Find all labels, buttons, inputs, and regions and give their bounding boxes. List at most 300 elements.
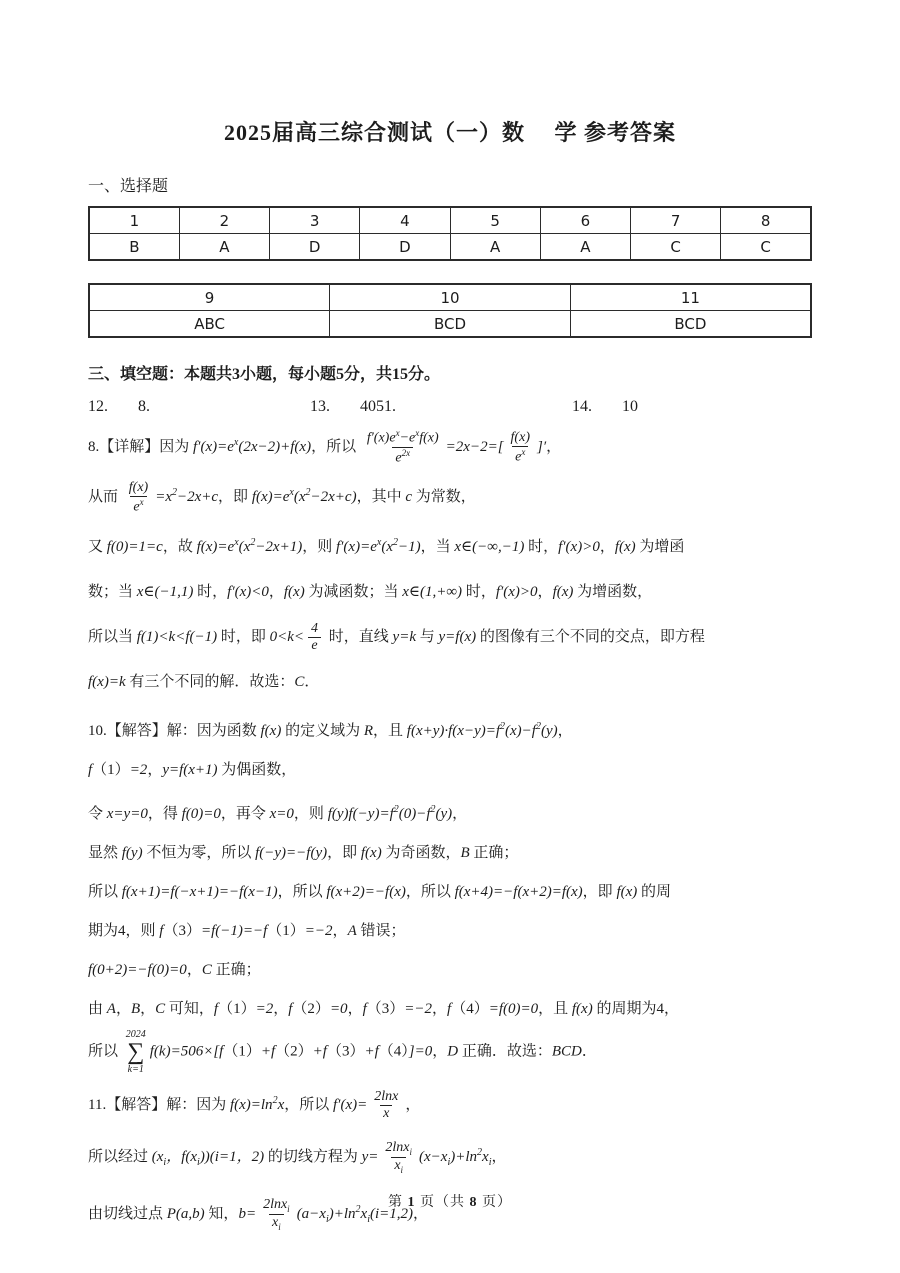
- text: 时，: [462, 584, 496, 600]
- math-text: C: [155, 1001, 166, 1017]
- superscript: 2: [477, 1147, 483, 1158]
- math-text: f(x)=e: [196, 539, 235, 555]
- text: 的图像有三个不同的交点，即方程: [476, 629, 705, 645]
- math-text: −1): [397, 539, 421, 555]
- text: ，故: [162, 539, 197, 555]
- superscript: x: [139, 496, 144, 507]
- text: 页）: [477, 1195, 512, 1210]
- solution-line: [88, 570, 812, 615]
- text: ，即: [327, 845, 361, 861]
- math-text: f(y)f(−y)=f: [327, 806, 394, 822]
- text: 所以当: [88, 629, 137, 645]
- text: 所以: [88, 884, 122, 900]
- fraction: [126, 480, 151, 516]
- text: ，: [186, 962, 202, 978]
- math-text: D: [447, 1043, 459, 1060]
- text: ，则: [293, 806, 328, 822]
- math-text: =f(−1)=−f: [200, 923, 268, 939]
- superscript: 2: [430, 804, 436, 815]
- fill-in-answers-row: [88, 396, 812, 418]
- text: ，: [273, 1001, 289, 1017]
- table-cell: 4: [360, 207, 450, 234]
- text: 由: [88, 1001, 107, 1017]
- solution-line: [88, 751, 812, 790]
- math-text: ))(i=1，2): [199, 1149, 265, 1165]
- text: 第: [388, 1195, 408, 1210]
- math-text: =2: [129, 762, 148, 778]
- math-text: b=: [238, 1206, 257, 1222]
- math-text: f(x): [616, 884, 638, 900]
- table-cell: A: [450, 234, 540, 261]
- solution-line: [88, 834, 812, 873]
- fraction: [308, 621, 321, 654]
- blank-number: 14.: [572, 398, 592, 415]
- text: ，再令: [220, 806, 270, 822]
- text: ．: [581, 1043, 597, 1060]
- text: ．: [304, 674, 320, 690]
- text: 的定义域为: [281, 723, 364, 739]
- math-text: f(x): [571, 1001, 593, 1017]
- table-header-row: [89, 284, 811, 311]
- page-title: 2025届高三综合测试（一）数 学 参考答案: [223, 120, 676, 145]
- table-cell: 8: [721, 207, 811, 234]
- subscript: i: [287, 1203, 290, 1214]
- math-text: (x: [381, 539, 393, 555]
- text: 时，即: [217, 629, 270, 645]
- superscript: x: [234, 537, 239, 548]
- math-text: C: [201, 962, 212, 978]
- text: （3）: [326, 1043, 365, 1060]
- text: ，: [452, 806, 468, 822]
- text: 错误；: [356, 923, 406, 939]
- math-text: =x: [155, 489, 172, 505]
- text: 可知，: [165, 1001, 214, 1017]
- text: 为增函: [635, 539, 685, 555]
- math-text: (a−x: [296, 1206, 326, 1222]
- math-text: f′(x)>0: [558, 539, 600, 555]
- math-text: f′(x)>0: [495, 584, 538, 600]
- math-text: (x)−f: [505, 723, 536, 739]
- math-text: f(x): [128, 479, 149, 495]
- text: ，则: [302, 539, 336, 555]
- math-text: x=0: [269, 806, 294, 822]
- math-text: f(x): [283, 584, 305, 600]
- math-text: (2x−2)+f(x): [238, 439, 312, 455]
- text: ，: [413, 1206, 429, 1222]
- math-text: )+ln: [328, 1206, 356, 1222]
- math-text: x: [482, 1149, 489, 1165]
- math-text: f(y): [121, 845, 143, 861]
- math-text: f(x)=ln: [229, 1097, 273, 1113]
- superscript: x: [415, 428, 420, 439]
- text: ，: [347, 1001, 363, 1017]
- text: 为增函数，: [573, 584, 653, 600]
- text: 所以: [88, 1043, 122, 1060]
- text: 与: [415, 629, 439, 645]
- blank-answer: 10: [622, 398, 638, 415]
- text: 正确．故选：: [458, 1043, 552, 1060]
- table-cell: 7: [631, 207, 721, 234]
- math-text: P(a,b): [166, 1206, 205, 1222]
- solution-line: [88, 990, 812, 1029]
- math-text: e: [395, 450, 402, 466]
- superscript: x: [395, 428, 400, 439]
- math-text: 4: [311, 620, 319, 636]
- text: 从而: [88, 489, 122, 505]
- table-cell: D: [360, 234, 450, 261]
- math-text: f(1)<k<f(−1): [136, 629, 218, 645]
- math-text: f(x)=k: [88, 674, 126, 690]
- math-text: BCD: [551, 1043, 582, 1060]
- text: 页（共: [415, 1195, 470, 1210]
- text: ，: [557, 723, 573, 739]
- math-text: R: [363, 723, 374, 739]
- text: 又: [88, 539, 107, 555]
- text: （2）: [275, 1043, 313, 1060]
- table-cell: 3: [270, 207, 360, 234]
- math-text: f(x+1)=f(−x+1)=−f(x−1): [121, 884, 278, 900]
- subscript: i: [488, 1157, 492, 1168]
- math-text: f(k)=506×[f: [149, 1043, 224, 1060]
- fraction: [508, 430, 533, 466]
- text: 为奇函数，: [381, 845, 461, 861]
- superscript: 2: [305, 487, 311, 498]
- text: 时，: [193, 584, 228, 600]
- solution-line: [88, 1077, 812, 1129]
- math-text: x∈(−1,1): [136, 584, 194, 600]
- math-text: f′(x)=: [333, 1097, 368, 1113]
- math-text: =f(0)=0: [488, 1001, 539, 1017]
- table-cell: BCD: [570, 311, 811, 338]
- math-text: f′(x)<0: [227, 584, 269, 600]
- math-text: C: [294, 674, 305, 690]
- summation-symbol: 2024 ∑ k=1: [125, 1029, 146, 1075]
- math-text: f(x): [360, 845, 382, 861]
- text: 11.【解答】解：因为: [88, 1097, 230, 1113]
- math-text: =−2: [404, 1001, 433, 1017]
- math-text: f: [362, 1001, 367, 1017]
- math-text: =−2: [304, 923, 333, 939]
- text: ，: [115, 1001, 131, 1017]
- subscript: i: [447, 1157, 451, 1168]
- math-text: f(x): [552, 584, 574, 600]
- math-text: +f: [312, 1043, 327, 1060]
- math-text: B: [460, 845, 470, 861]
- table-cell: A: [179, 234, 269, 261]
- math-text: f′(x)e: [366, 430, 396, 446]
- text: 知，: [204, 1206, 239, 1222]
- subscript: i: [325, 1214, 329, 1225]
- text: ，即: [218, 489, 252, 505]
- math-text: x: [360, 1206, 368, 1222]
- math-text: −2x+c): [310, 489, 357, 505]
- text: ，: [332, 923, 348, 939]
- text: 时，: [524, 539, 559, 555]
- solution-line: [88, 420, 812, 470]
- math-text: )+ln: [450, 1149, 478, 1165]
- section-choice-label: 一、选择题: [88, 178, 169, 195]
- math-text: (x: [151, 1149, 164, 1165]
- table-cell: 11: [570, 284, 811, 311]
- superscript: 2: [392, 537, 398, 548]
- fraction: [382, 1140, 415, 1175]
- math-text: c: [405, 489, 413, 505]
- fill-in-12: [88, 396, 310, 418]
- math-text: ]′: [536, 439, 547, 455]
- superscript: 2: [355, 1204, 361, 1215]
- math-text: +f: [364, 1043, 379, 1060]
- table-cell: 9: [89, 284, 330, 311]
- table-answer-row: [89, 234, 811, 261]
- math-text: y=f(x): [438, 629, 477, 645]
- math-text: e: [515, 449, 522, 465]
- solution-line: [88, 912, 812, 951]
- text: 期为4，则: [88, 923, 160, 939]
- math-text: f: [88, 762, 93, 778]
- solution-line: [88, 951, 812, 990]
- math-text: e: [311, 638, 318, 654]
- text: 不恒为零，所以: [142, 845, 256, 861]
- text: 正确；: [211, 962, 261, 978]
- text: 有三个不同的解．故选：: [125, 674, 295, 690]
- table-cell: C: [631, 234, 721, 261]
- superscript: 2: [500, 721, 506, 732]
- table-answer-row: [89, 311, 811, 338]
- blank-number: 12.: [88, 398, 108, 415]
- math-text: ，f(x: [166, 1149, 198, 1165]
- text: （2）: [292, 1001, 330, 1017]
- text: 的切线方程为: [264, 1149, 362, 1165]
- section-blank-label: 三、填空题：本题共3小题，每小题5分，共15分。: [88, 366, 441, 383]
- table-cell: BCD: [330, 311, 571, 338]
- math-text: y=: [361, 1149, 379, 1165]
- text: ，: [546, 439, 562, 455]
- table-cell: 2: [179, 207, 269, 234]
- text: ，得: [147, 806, 182, 822]
- text: 时，直线: [325, 629, 393, 645]
- text: 为常数，: [412, 489, 476, 505]
- math-text: f(x): [614, 539, 636, 555]
- page-footer: [0, 1191, 900, 1211]
- text: ，: [432, 1043, 448, 1060]
- text: ，: [491, 1149, 507, 1165]
- text: 的周: [637, 884, 672, 900]
- math-text: A: [347, 923, 357, 939]
- math-text: f(−y)=−f(y): [255, 845, 328, 861]
- math-text: −e: [399, 430, 416, 446]
- superscript: x: [289, 487, 294, 498]
- math-text: =2x−2=[: [445, 439, 504, 455]
- text: 由切线过点: [88, 1206, 167, 1222]
- math-text: f: [288, 1001, 293, 1017]
- text: 显然: [88, 845, 122, 861]
- superscript: x: [233, 437, 239, 448]
- math-text: x=y=0: [106, 806, 148, 822]
- math-text: A: [106, 1001, 116, 1017]
- subscript: i: [367, 1214, 370, 1225]
- table-cell: C: [721, 234, 811, 261]
- text: （3）: [366, 1001, 405, 1017]
- text: 所以经过: [88, 1149, 152, 1165]
- math-text: 0<k<: [269, 629, 305, 645]
- bold-text: 8: [469, 1195, 478, 1210]
- table-cell: D: [270, 234, 360, 261]
- superscript: 2x: [401, 448, 411, 459]
- fraction: [371, 1089, 401, 1122]
- math-text: f(0)=1=c: [106, 539, 163, 555]
- math-text: x: [277, 1097, 285, 1113]
- solution-line: [88, 615, 812, 660]
- solution-problem-10: [88, 707, 812, 1075]
- solution-line: [88, 1129, 812, 1186]
- superscript: 2: [393, 804, 399, 815]
- table-cell: 5: [450, 207, 540, 234]
- text: （1）: [267, 923, 305, 939]
- math-text: f(x): [419, 430, 439, 446]
- math-text: ]=0: [408, 1043, 433, 1060]
- bold-text: 1: [407, 1195, 416, 1210]
- math-text: f: [159, 923, 164, 939]
- text: 10.【解答】解：因为函数: [88, 723, 261, 739]
- math-text: f(x): [510, 429, 530, 445]
- table-header-row: [89, 207, 811, 234]
- math-text: (x: [293, 489, 306, 505]
- math-text: f(x)=e: [251, 489, 290, 505]
- blank-answer: 8.: [138, 398, 150, 415]
- text: 的周期为4，: [592, 1001, 679, 1017]
- text: （4）: [378, 1043, 409, 1060]
- math-text: B: [130, 1001, 141, 1017]
- text: ，其中: [356, 489, 406, 505]
- solution-line: [88, 520, 812, 570]
- math-text: y=k: [392, 629, 416, 645]
- text: 令: [88, 806, 107, 822]
- text: ，: [599, 539, 615, 555]
- text: （3）: [163, 923, 201, 939]
- text: （1）: [92, 762, 130, 778]
- math-text: 2lnx: [263, 1196, 288, 1212]
- text: 为减函数；当: [304, 584, 403, 600]
- choice-answer-table-9-11: [88, 283, 812, 338]
- math-text: e: [133, 499, 140, 515]
- text: 正确；: [469, 845, 519, 861]
- text: ，所以: [405, 884, 455, 900]
- math-text: x∈(−∞,−1): [454, 539, 525, 555]
- math-text: x: [394, 1158, 401, 1174]
- superscript: x: [521, 446, 526, 457]
- superscript: 2: [272, 1095, 278, 1106]
- text: ，: [147, 762, 163, 778]
- math-text: y=f(x+1): [162, 762, 218, 778]
- math-text: (x: [238, 539, 251, 555]
- blank-answer: 4051.: [360, 398, 396, 415]
- math-text: (y): [435, 806, 453, 822]
- solution-problem-8: [88, 420, 812, 705]
- text: ，当: [420, 539, 455, 555]
- table-cell: ABC: [89, 311, 330, 338]
- math-text: f: [213, 1001, 219, 1017]
- text: ，且: [538, 1001, 572, 1017]
- choice-answer-table-1-8: [88, 206, 812, 261]
- text: ，即: [582, 884, 617, 900]
- superscript: 2: [535, 721, 541, 732]
- math-text: f(x+y)·f(x−y)=f: [406, 723, 501, 739]
- solution-line: [88, 470, 812, 520]
- math-text: =0: [329, 1001, 348, 1017]
- math-text: =2: [255, 1001, 274, 1017]
- math-text: −2x+1): [255, 539, 303, 555]
- fill-in-13: [310, 396, 572, 418]
- math-text: (y): [540, 723, 558, 739]
- math-text: −2x+c: [176, 489, 219, 505]
- math-text: (i=1,2): [370, 1206, 414, 1222]
- subscript: i: [163, 1157, 167, 1168]
- text: （1）: [223, 1043, 261, 1060]
- superscript: 2: [250, 537, 256, 548]
- text: ，所以: [284, 1097, 333, 1113]
- subscript: i: [278, 1221, 281, 1232]
- math-text: f′(x)=e: [193, 439, 234, 455]
- subscript: i: [400, 1164, 404, 1175]
- table-cell: B: [89, 234, 179, 261]
- text: ，: [140, 1001, 156, 1017]
- fill-in-14: [572, 396, 638, 418]
- text: 为偶函数，: [217, 762, 297, 778]
- math-text: 2lnx: [385, 1139, 410, 1155]
- math-text: x∈(1,+∞): [402, 584, 463, 600]
- math-text: x: [383, 1106, 390, 1122]
- solution-line: [88, 790, 812, 834]
- math-text: f(x): [260, 723, 282, 739]
- text: ，: [432, 1001, 448, 1017]
- fraction: [364, 428, 442, 467]
- text: ，且: [373, 723, 407, 739]
- solution-problem-11: [88, 1077, 812, 1243]
- math-text: f′(x)=e: [335, 539, 377, 555]
- text: ，所以: [311, 439, 360, 455]
- text: （4）: [451, 1001, 489, 1017]
- text: ，: [537, 584, 553, 600]
- solution-line: [88, 873, 812, 912]
- superscript: 2: [171, 487, 177, 498]
- math-text: f: [447, 1001, 452, 1017]
- solution-line: [88, 1029, 812, 1075]
- math-text: (x−x: [419, 1149, 448, 1165]
- text: 8.【详解】因为: [88, 439, 194, 455]
- superscript: x: [376, 537, 382, 548]
- subscript: i: [409, 1146, 413, 1157]
- math-text: f(x+4)=−f(x+2)=f(x): [454, 884, 583, 900]
- text: ，所以: [277, 884, 327, 900]
- text: ，: [268, 584, 284, 600]
- table-cell: 6: [540, 207, 630, 234]
- math-text: f(x+2)=−f(x): [326, 884, 406, 900]
- math-text: f(0+2)=−f(0)=0: [88, 962, 187, 978]
- subscript: i: [197, 1157, 200, 1168]
- table-cell: 10: [330, 284, 571, 311]
- text: 数；当: [88, 584, 137, 600]
- text: ，: [405, 1097, 421, 1113]
- math-text: x: [272, 1215, 279, 1231]
- math-text: (0)−f: [398, 806, 431, 822]
- table-cell: A: [540, 234, 630, 261]
- math-text: f(0)=0: [181, 806, 221, 822]
- text: （1）: [218, 1001, 256, 1017]
- solution-line: [88, 660, 812, 705]
- math-text: +f: [260, 1043, 276, 1060]
- blank-number: 13.: [310, 398, 330, 415]
- solution-line: [88, 707, 812, 751]
